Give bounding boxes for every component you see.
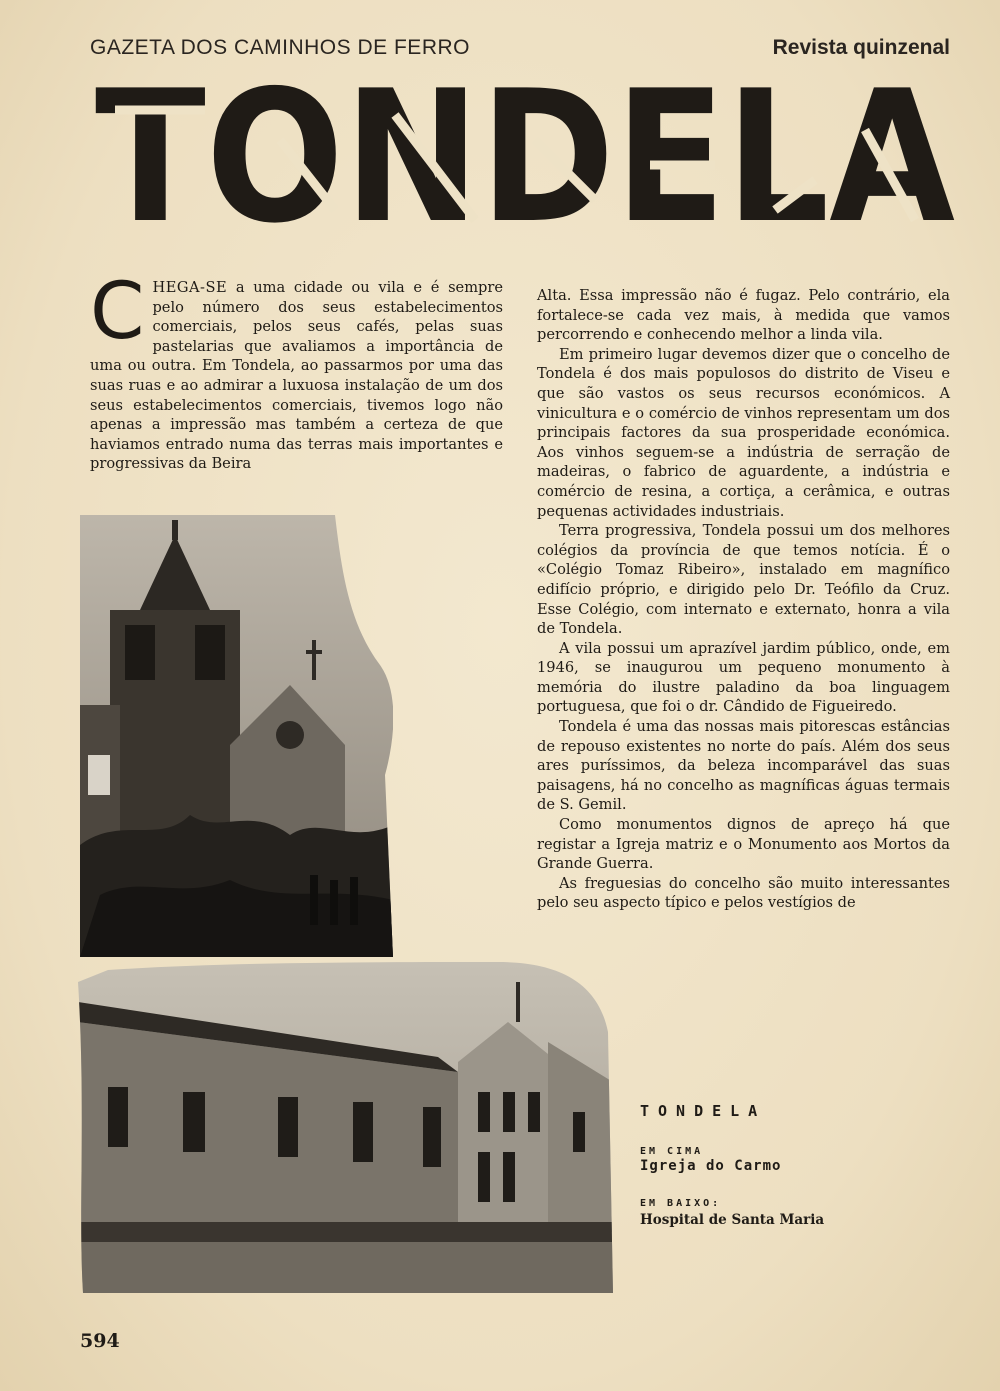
- article-title: [95, 80, 960, 240]
- page-number: 594: [80, 1330, 120, 1352]
- caption-text-top: Igreja do Carmo: [640, 1158, 782, 1174]
- photo-igreja-do-carmo: [80, 515, 393, 957]
- article-paragraph: A vila possui um aprazível jardim público, onde, em 1946, se inaugurou um pequeno monumento à memória do ilustre paladino da boa linguagem portuguesa, que foi o dr. Cândido de Figueiredo.: [537, 639, 950, 716]
- article-paragraph: As freguesias do concelho são muito interessantes pelo seu aspecto típico e pelos vestígios de: [537, 874, 950, 912]
- article-column-right: [537, 286, 950, 913]
- drop-cap: C: [90, 267, 145, 357]
- caption-title: TONDELA: [640, 1102, 767, 1120]
- lead-paragraph-text: a uma cidade ou vila e é sempre pelo número dos seus estabelecimentos comerciais, pelos seus cafés, pelas suas pastelarias que avaliamos a importância de uma ou outra. Em Tondela, ao passarmos por uma das suas ruas e ao admirar a luxuosa instalação de um dos seus estabelecimentos comerciais, tivemos logo não apenas a impressão mas também a certeza de que haviamos entrado numa das terras mais importantes e progressivas da Beira: [90, 279, 503, 473]
- article-paragraph: Terra progressiva, Tondela possui um dos melhores colégios da província de que temos notícia. É o «Colégio Tomaz Ribeiro», instalado em magnífico edifício próprio, e dirigido pelo Dr. Teófilo da Cruz. Esse Colégio, com internato e externato, honra a vila de Tondela.: [537, 522, 950, 638]
- caption-text-bottom: Hospital de Santa Maria: [640, 1212, 825, 1228]
- article-column-left: [90, 267, 503, 474]
- article-lead-paragraph: [90, 267, 503, 474]
- article-paragraph: Em primeiro lugar devemos dizer que o concelho de Tondela é dos mais populosos do distrito de Viseu e que são vastos os seus recursos económicos. A vinicultura e o comércio de vinhos representam um dos principais factores da sua prosperidade económica. Aos vinhos seguem-se a indústria de serração de madeiras, o fabrico de aguardente, a indústria e comércio de resina, a cortiça, a cerâmica, e outras pequenas actividades industriais.: [537, 345, 950, 520]
- periodicity-label: Revista quinzenal: [772, 36, 950, 59]
- article-paragraph: Como monumentos dignos de apreço há que registar a Igreja matriz e o Monumento aos Mortos da Grande Guerra.: [537, 816, 950, 873]
- article-paragraph: Alta. Essa impressão não é fugaz. Pelo contrário, ela fortalece-se cada vez mais, à medida que vamos percorrendo e conhecendo melhor a linda vila.: [537, 287, 950, 344]
- photo-hospital-de-santa-maria: [78, 962, 613, 1293]
- caption-label-bottom: EM BAIXO:: [640, 1198, 722, 1209]
- article-paragraph: Tondela é uma das nossas mais pitorescas estâncias de repouso existentes no norte do país. Além dos seus ares puríssimos, da beleza incomparável das suas paisagens, há no concelho as magníficas águas termais de S. Gemil.: [537, 718, 950, 814]
- caption-label-top: EM CIMA: [640, 1146, 704, 1157]
- lead-word: HEGA-SE: [152, 279, 228, 296]
- article-title-text: TONDELA: [95, 80, 955, 240]
- publication-name: GAZETA DOS CAMINHOS DE FERRO: [90, 36, 470, 59]
